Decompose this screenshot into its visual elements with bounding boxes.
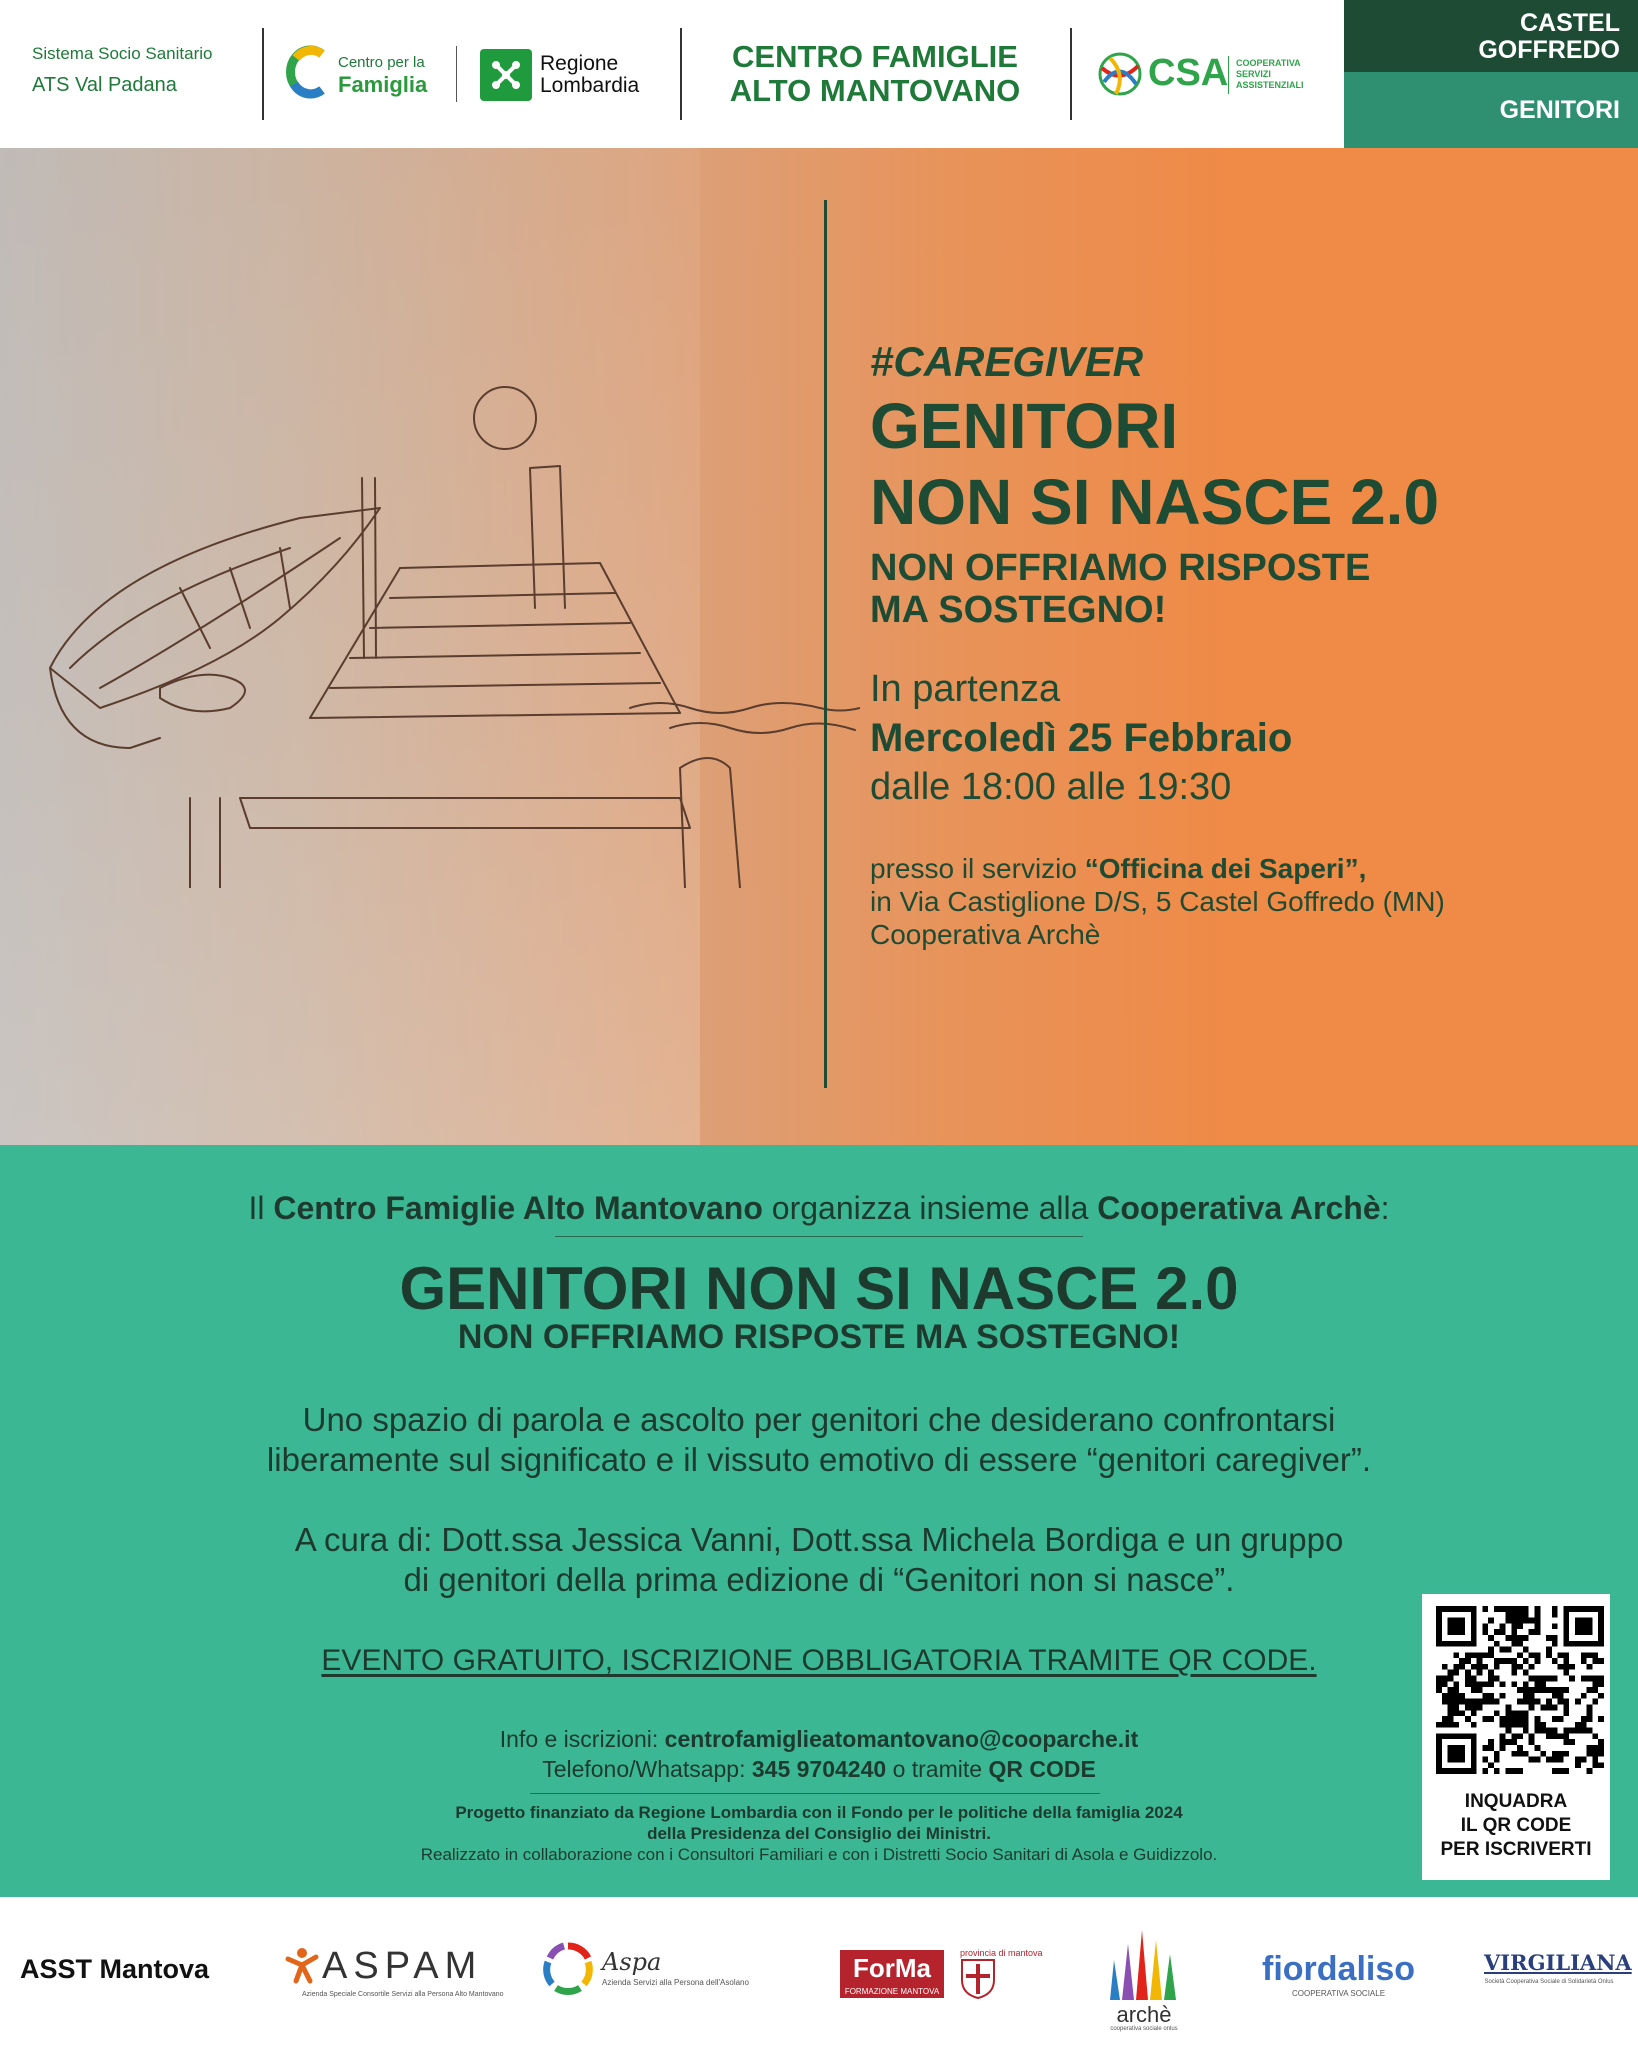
ats-line2: ATS Val Padana [32,74,177,96]
registration-text: EVENTO GRATUITO, ISCRIZIONE OBBLIGATORIA TRAMITE QR CODE. [321,1644,1317,1677]
boat-pier-sketch-illustration [40,368,860,888]
funding-line2: della Presidenza del Consiglio dei Ministri. [647,1824,991,1843]
aspa-name: Aspa [602,1948,662,1976]
virgiliana-sub: Società Cooperativa Sociale di Solidarietà Onlus [1484,1979,1614,1985]
curators-line2: di genitori della prima edizione di “Genitori non si nasce”. [403,1561,1235,1598]
curators [0,1520,1638,1600]
csa-name: CSA [1148,52,1229,94]
intro-org1: Centro Famiglie Alto Mantovano [273,1190,763,1226]
description-line2: liberamente sul significato e il vissuto emotivo di essere “genitori caregiver”. [266,1441,1372,1478]
virgiliana-name: VIRGILIANA [1484,1950,1632,1975]
intro-post: : [1380,1190,1390,1226]
hero-divider [824,200,827,1088]
cpf-line1: Centro per la [338,54,425,71]
hero-subtitle-line2: MA SOSTEGNO! [870,589,1167,631]
info-label: Info e iscrizioni: [499,1726,665,1752]
qr-label-line3: PER ISCRIVERTI [1440,1839,1592,1860]
fiordaliso-logo [1262,1950,1415,1998]
region-line1: Regione [540,52,619,75]
region-line2: Lombardia [540,74,640,97]
curators-line1: A cura di: Dott.ssa Jessica Vanni, Dott.ssa Michela Bordiga e un gruppo [294,1521,1344,1558]
departure-label: In partenza [870,668,1061,710]
location-badge [1344,0,1638,72]
description-line1: Uno spazio di parola e ascolto per genitori che desiderano confrontarsi [302,1401,1336,1438]
qr-label-line2: IL QR CODE [1460,1815,1572,1836]
intro-text [0,1190,1638,1227]
event-time: dalle 18:00 alle 19:30 [870,766,1232,808]
qr-reference: QR CODE [988,1756,1096,1782]
intro-mid: organizza insieme alla [762,1190,1098,1226]
divider [680,28,682,120]
description [0,1400,1638,1480]
phone-mid: o tramite [886,1756,989,1782]
contact-info [0,1724,1638,1784]
forma-provincia: provincia di mantova [960,1948,1043,1958]
aspa-sub: Azienda Servizi alla Persona dell'Asolano [602,1978,749,1987]
venue-name: “Officina dei Saperi”, [1084,853,1367,884]
csa-sub3: ASSISTENZIALI [1236,80,1304,90]
venue-prefix: presso il servizio [870,853,1085,884]
hero-section [0,148,1638,1145]
forma-sub: FORMAZIONE MANTOVA [844,1987,940,1996]
audience-label: GENITORI [1499,96,1620,124]
email-link[interactable]: centrofamiglieatomantovano@cooparche.it [664,1726,1139,1752]
center-line2: ALTO MANTOVANO [729,73,1021,108]
fiordaliso-name: fiordaliso [1262,1950,1416,1988]
arche-bars-icon [1104,1920,1184,2000]
cpf-line2: Famiglia [338,72,428,97]
arche-name: archè [1116,2002,1172,2027]
hero-title-line2: NON SI NASCE 2.0 [870,466,1440,538]
ats-line1: Sistema Socio Sanitario [32,44,213,63]
registration-note [0,1644,1638,1678]
aspam-sub: Azienda Speciale Consortile Servizi alla Persona Alto Mantovano [302,1991,504,1998]
divider [456,46,457,102]
csa-divider [1228,56,1229,94]
place-line1: CASTEL [1520,9,1620,37]
ats-logo [32,44,212,97]
centro-per-la-famiglia-logo [286,40,456,110]
aspam-figure-icon [282,1945,322,1985]
asst-mantova-logo: ASST Mantova [20,1954,210,1984]
funding-line3: Realizzato in collaborazione con i Consultori Familiari e con i Distretti Socio Sanitari di Asola e Guidizzolo. [420,1845,1218,1864]
hero-subtitle-line1: NON OFFRIAMO RISPOSTE [870,547,1371,589]
aspam-name: ASPAM [322,1945,483,1987]
aspa-ring-icon [540,1940,596,1996]
arche-sub: cooperativa sociale onlus [1110,2026,1178,2032]
divider [1070,28,1072,120]
csa-globe-icon [1096,50,1144,98]
main-subtitle: NON OFFRIAMO RISPOSTE MA SOSTEGNO! [457,1318,1181,1356]
forma-box [840,1950,944,1998]
intro-pre: Il [248,1190,274,1226]
main-title: GENITORI NON SI NASCE 2.0 [399,1255,1239,1322]
intro-org2: Cooperativa Archè [1097,1190,1381,1226]
qr-code-box[interactable] [1422,1594,1610,1880]
divider [530,1793,1100,1794]
qr-code[interactable] [1436,1606,1604,1774]
csa-logo [1096,48,1336,104]
provincia-crest-icon [958,1956,998,2000]
csa-sub1: COOPERATIVA [1236,58,1301,68]
hero-title-line1: GENITORI [870,390,1179,462]
rosa-camuna-icon [480,49,532,101]
phone-label: Telefono/Whatsapp: [542,1756,752,1782]
forma-name: ForMa [853,1953,931,1983]
audience-badge [1344,72,1638,148]
c-logo-icon [286,44,330,100]
place-line2: GOFFREDO [1478,36,1620,64]
event-date: Mercoledì 25 Febbraio [870,716,1293,760]
divider [555,1236,1083,1237]
csa-sub [1236,58,1304,91]
fiordaliso-sub: COOPERATIVA SOCIALE [1291,1989,1386,1998]
hashtag: #CAREGIVER [870,338,1144,385]
qr-label [1422,1790,1610,1862]
header [0,0,1638,148]
qr-label-line1: INQUADRA [1464,1791,1568,1812]
virgiliana-logo [1484,1950,1632,1985]
venue-organizer: Cooperativa Archè [870,919,1101,950]
csa-sub2: SERVIZI [1236,69,1271,79]
venue-address: in Via Castiglione D/S, 5 Castel Goffredo (MN) [870,886,1445,917]
divider [262,28,264,120]
funding-note [0,1802,1638,1865]
centro-famiglie-logo [690,40,1060,108]
center-line1: CENTRO FAMIGLIE [732,39,1018,74]
funding-line1: Progetto finanziato da Regione Lombardia con il Fondo per le politiche della famiglia 2024 [455,1803,1183,1822]
arche-logo [1104,1920,1184,2030]
venue-block [870,852,1445,951]
phone-number[interactable]: 345 9704240 [751,1756,887,1782]
